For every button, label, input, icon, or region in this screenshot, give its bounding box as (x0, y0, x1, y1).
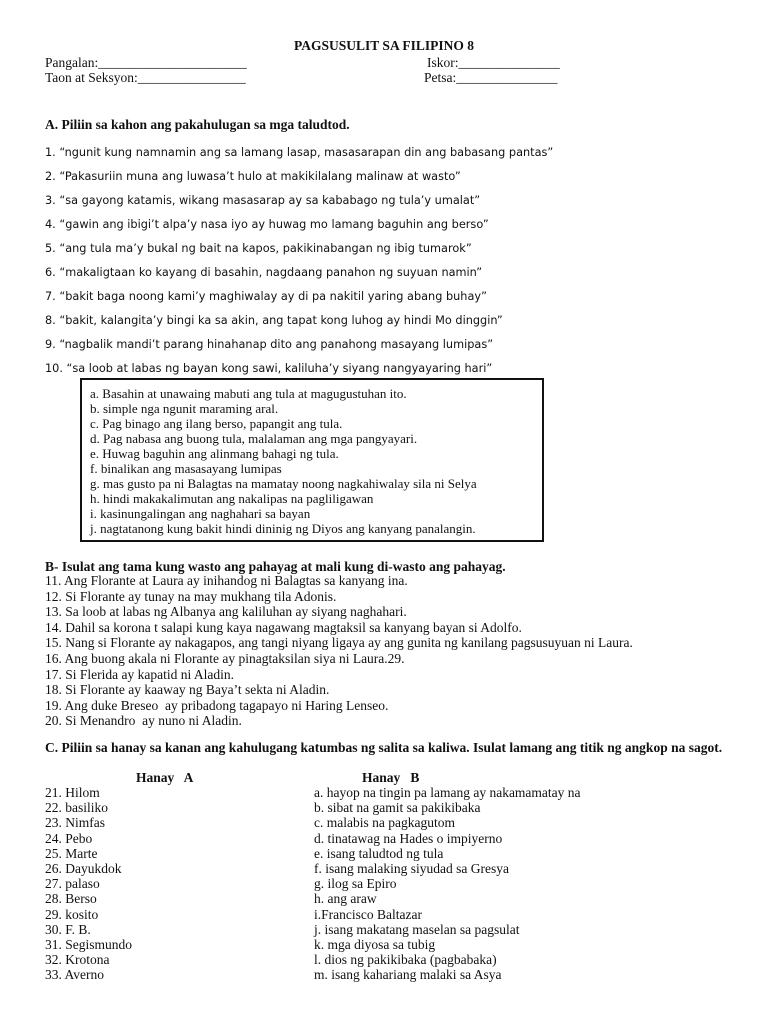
choice-item: d. Pag nabasa ang buong tula, malalaman ang mga pangyayari. (90, 431, 418, 446)
column-b-item: k. mga diyosa sa tubig (314, 937, 436, 953)
verse-item: 4. “gawin ang ibigi’t alpa’y nasa iyo ay huwag mo lamang baguhin ang berso” (45, 218, 489, 231)
column-b-item: a. hayop na tingin pa lamang ay nakamamatay na (314, 785, 581, 800)
verse-item: 1. “ngunit kung namnamin ang sa lamang lasap, masasarapan din ang babasang pantas” (45, 146, 554, 159)
section-a-choices-box (80, 378, 544, 542)
column-a-title: Hanay A (136, 770, 194, 785)
choice-item: f. binalikan ang masasayang lumipas (90, 461, 282, 476)
statement-item: 13. Sa loob at labas ng Albanya ang kaliluhan ay siyang naghahari. (45, 604, 407, 620)
column-a-list (45, 785, 132, 983)
column-b-item: l. dios ng pakikibaka (pagbabaka) (314, 952, 497, 968)
statement-item: 15. Nang si Florante ay nakagapos, ang tangi niyang ligaya ay ang gunita ng kanilang pagsusuyuan ni Laura. (45, 635, 633, 651)
choice-item: b. simple nga ngunit maraming aral. (90, 401, 279, 416)
verse-item: 5. “ang tula ma’y bukal ng bait na kapos, pakikinabangan ng ibig tumarok” (45, 242, 472, 255)
choice-item: i. kasinungalingan ang naghahari sa bayan (90, 506, 311, 521)
column-a-item: 22. basiliko (45, 800, 108, 816)
section-a-heading: A. Piliin sa kahon ang pakahulugan sa mga taludtod. (45, 117, 350, 132)
column-a-item: 30. F. B. (45, 921, 91, 937)
column-a-item: 25. Marte (45, 845, 98, 861)
column-b-item: f. isang malaking siyudad sa Gresya (314, 861, 509, 877)
column-a-item: 31. Segismundo (45, 937, 133, 953)
statement-item: 16. Ang buong akala ni Florante ay pinagtaksilan siya ni Laura.29. (45, 650, 405, 666)
column-b-item: b. sibat na gamit sa pakikibaka (314, 800, 481, 816)
date-field-label: Petsa:_______________ (424, 70, 558, 85)
choice-item: h. hindi makakalimutan ang nakalipas na pagliligawan (90, 491, 374, 506)
statement-item: 14. Dahil sa korona t salapi kung kaya nagawang magtaksil sa kanyang bayan si Adolfo. (45, 619, 522, 635)
page-title: PAGSUSULIT SA FILIPINO 8 (294, 38, 474, 53)
column-a-item: 26. Dayukdok (45, 861, 122, 877)
column-b-item: i.Francisco Baltazar (314, 906, 422, 922)
column-b-item: g. ilog sa Epiro (314, 876, 397, 892)
column-b-item: j. isang makatang maselan sa pagsulat (314, 921, 520, 937)
column-b-item: c. malabis na pagkagutom (314, 815, 455, 831)
choice-item: a. Basahin at unawaing mabuti ang tula at magugustuhan ito. (90, 386, 407, 401)
statement-item: 18. Si Florante ay kaaway ng Baya’t sekta ni Aladin. (45, 682, 330, 698)
column-b-item: e. isang taludtod ng tula (314, 845, 444, 861)
verse-item: 6. “makaligtaan ko kayang di basahin, nagdaang panahon ng suyuan namin” (45, 266, 483, 279)
column-b-item: m. isang kahariang malaki sa Asya (314, 967, 502, 983)
verse-item: 7. “bakit baga noong kami’y maghiwalay ay di pa nakitil yaring abang buhay” (45, 290, 487, 303)
choice-item: e. Huwag baguhin ang alinmang bahagi ng tula. (90, 446, 339, 461)
statement-item: 20. Si Menandro ay nuno ni Aladin. (45, 713, 242, 729)
column-a-item: 33. Averno (45, 967, 104, 983)
choice-item: c. Pag binago ang ilang berso, papangit ang tula. (90, 416, 343, 431)
column-a-item: 24. Pebo (45, 830, 93, 846)
column-a-item: 28. Berso (45, 891, 97, 907)
statement-item: 12. Si Florante ay tunay na may mukhang tila Adonis. (45, 588, 337, 604)
column-b-title: Hanay B (362, 770, 420, 785)
column-b-item: d. tinatawag na Hades o impiyerno (314, 830, 503, 846)
verse-item: 3. “sa gayong katamis, wikang masasarap ay sa kababago ng tula’y umalat” (45, 194, 481, 207)
column-a-item: 32. Krotona (45, 952, 110, 968)
column-a-item: 29. kosito (45, 906, 99, 922)
column-a-item: 23. Nimfas (45, 815, 105, 831)
section-c-heading: C. Piliin sa hanay sa kanan ang kahulugang katumbas ng salita sa kaliwa. Isulat lamang ang titik ng angkop na sagot. (45, 740, 723, 755)
section-b-items (45, 573, 745, 729)
choice-item: j. nagtatanong kung bakit hindi dininig ng Diyos ang kanyang panalangin. (90, 521, 476, 536)
verse-item: 2. “Pakasuriin muna ang luwasa’t hulo at makikilalang malinaw at wasto” (45, 170, 461, 183)
name-field-label: Pangalan:______________________ (45, 55, 247, 70)
column-b-item: h. ang araw (314, 891, 377, 907)
column-b-list (314, 785, 581, 983)
section-a-items (45, 144, 745, 384)
statement-item: 19. Ang duke Breseo ay pribadong tagapayo ni Haring Lenseo. (45, 697, 389, 713)
score-field-label: Iskor:_______________ (427, 55, 560, 70)
verse-item: 9. “nagbalik mandi’t parang hinahanap dito ang panahong masayang lumipas” (45, 338, 494, 351)
column-a-item: 21. Hilom (45, 785, 100, 800)
choice-item: g. mas gusto pa ni Balagtas na mamatay noong nagkahiwalay sila ni Selya (90, 476, 477, 491)
column-a-item: 27. palaso (45, 876, 100, 892)
section-b-heading: B- Isulat ang tama kung wasto ang pahayag at mali kung di-wasto ang pahayag. (45, 559, 506, 574)
statement-item: 11. Ang Florante at Laura ay inihandog ni Balagtas sa kanyang ina. (45, 573, 408, 588)
verse-item: 8. “bakit, kalangita’y bingi ka sa akin, ang tapat kong luhog ay hindi Mo dinggin” (45, 314, 503, 327)
statement-item: 17. Si Flerida ay kapatid ni Aladin. (45, 666, 234, 682)
year-section-field-label: Taon at Seksyon:________________ (45, 70, 246, 85)
verse-item: 10. “sa loob at labas ng bayan kong sawi, kaliluha’y siyang nangyayaring hari” (45, 362, 493, 375)
